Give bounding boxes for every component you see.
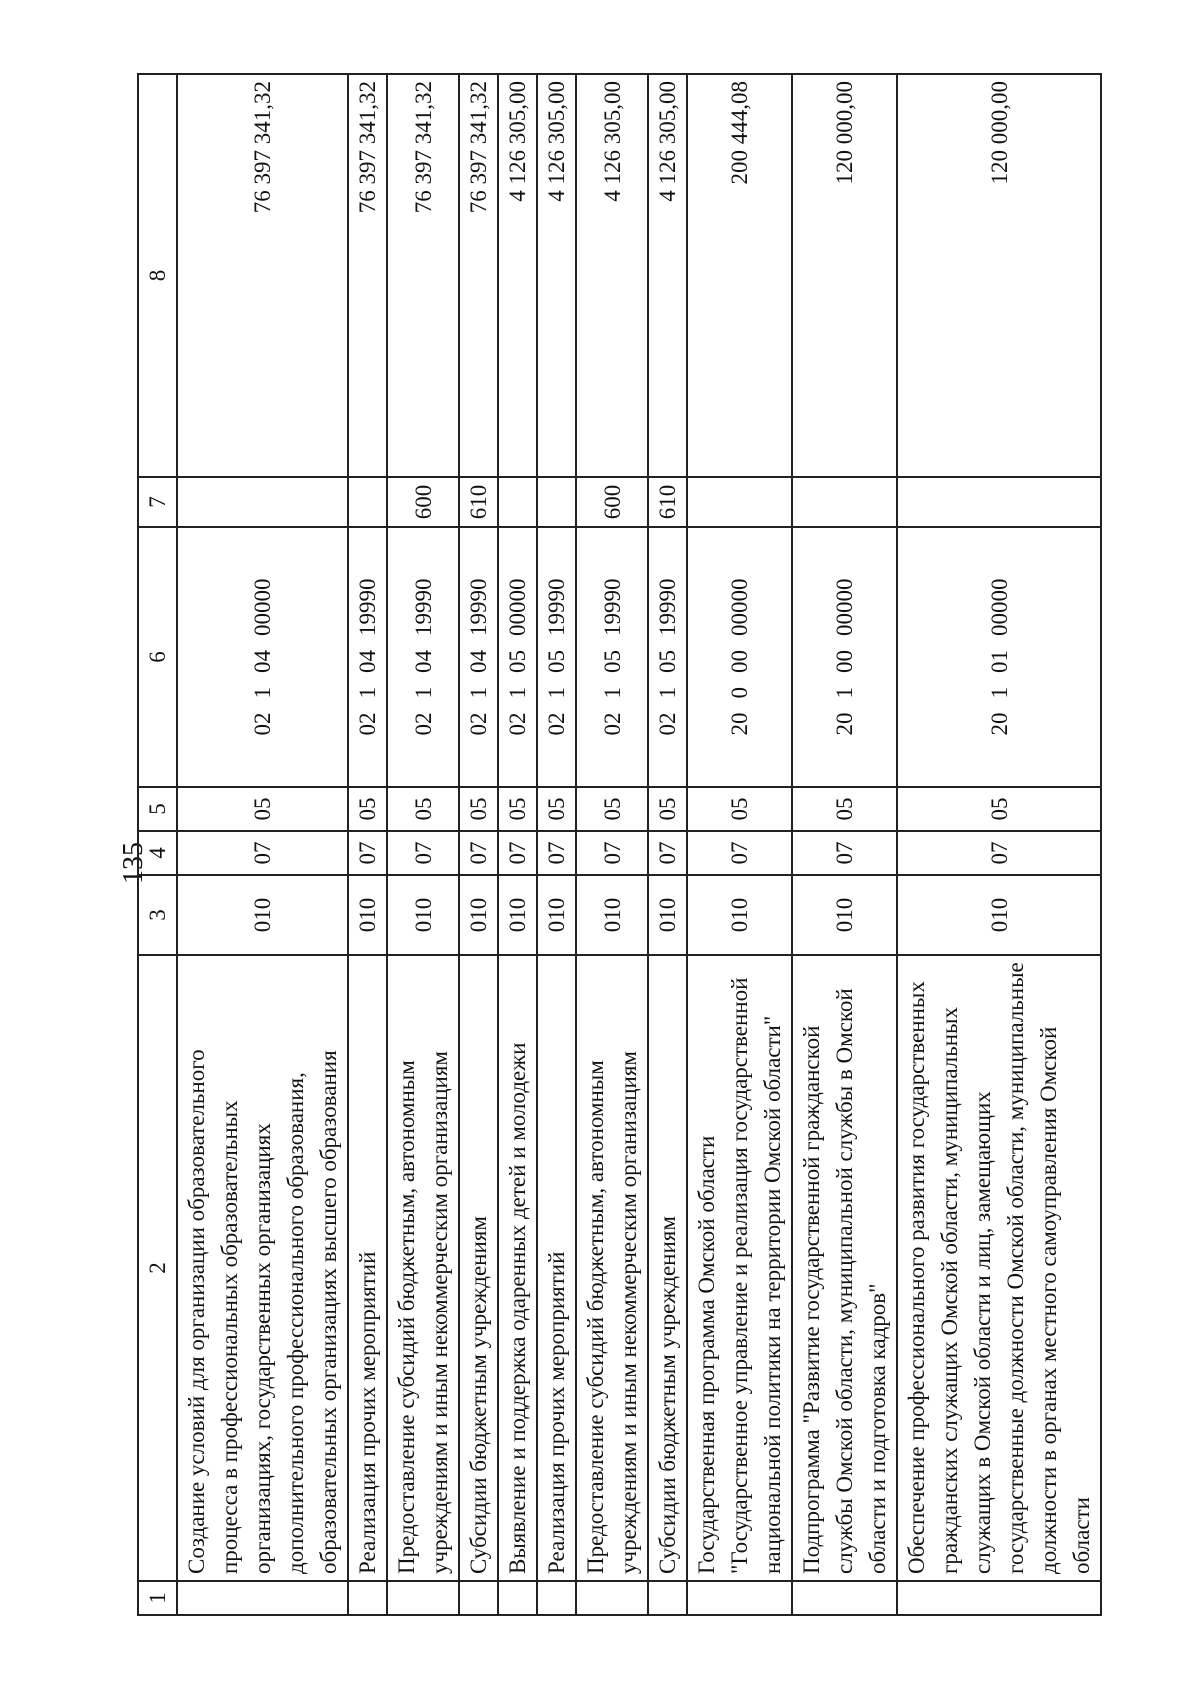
row-code-7 [792,477,897,527]
program-code-part: 04 [250,650,275,673]
row-code-7 [897,477,1101,527]
program-code-part: 00 [832,650,857,673]
row-number-cell [177,1581,348,1615]
row-code-4: 07 [897,831,1101,875]
table-row [792,74,897,1615]
row-description: Создание условий для организации образовательного процесса в профессиональных образовательных организациях, государственных организациях дополнительного профессионального образования, образовательных организациях высшего образования [177,955,348,1581]
row-code-4: 07 [177,831,348,875]
program-code-part: 04 [466,650,491,673]
budget-table [137,73,1102,1616]
header-cell-2: 2 [138,955,177,1581]
row-code-5: 05 [792,787,897,831]
header-cell-3: 3 [138,875,177,955]
row-code-3: 010 [498,875,537,955]
row-code-5: 05 [576,787,648,831]
row-number-cell [348,1581,387,1615]
row-code-7 [687,477,792,527]
row-program-code [459,527,498,787]
row-number-cell [387,1581,459,1615]
row-program-code [498,527,537,787]
row-number-cell [498,1581,537,1615]
program-code-part: 1 [655,687,680,699]
program-code-part: 02 [544,712,569,736]
program-code-part: 00000 [250,578,275,636]
table-row [387,74,459,1615]
row-code-4: 07 [498,831,537,875]
row-code-7 [537,477,576,527]
row-code-5: 05 [459,787,498,831]
row-code-5: 05 [648,787,687,831]
row-number-cell [687,1581,792,1615]
program-code-part: 00000 [505,578,530,636]
row-code-4: 07 [576,831,648,875]
row-amount: 4 126 305,00 [576,74,648,477]
program-code-part: 1 [599,687,625,699]
row-program-code [177,527,348,787]
header-cell-6: 6 [138,527,177,787]
program-code-part: 19990 [544,578,569,636]
row-code-7: 600 [387,477,459,527]
table-row [177,74,348,1615]
row-description: Государственная программа Омской области "Государственное управление и реализация государственной национальной политики на территории Омской области" [687,955,792,1581]
program-code-part: 1 [250,687,275,699]
program-code-part: 05 [599,650,625,673]
header-cell-7: 7 [138,477,177,527]
row-description: Реализация прочих мероприятий [348,955,387,1581]
row-code-4: 07 [387,831,459,875]
row-program-code [687,527,792,787]
row-code-7 [177,477,348,527]
header-cell-8: 8 [138,74,177,477]
program-code-part: 00 [727,650,752,673]
program-code-part: 04 [410,650,436,673]
row-code-7 [348,477,387,527]
program-code-part: 02 [505,712,530,736]
row-program-code [576,527,648,787]
row-code-5: 05 [177,787,348,831]
row-number-cell [537,1581,576,1615]
row-code-4: 07 [459,831,498,875]
program-code-part: 19990 [599,578,625,636]
program-code-part: 20 [832,712,857,736]
program-code-part: 19990 [410,578,436,636]
row-amount: 4 126 305,00 [537,74,576,477]
row-program-code [648,527,687,787]
row-code-4: 07 [348,831,387,875]
row-code-4: 07 [792,831,897,875]
row-amount: 120 000,00 [792,74,897,477]
header-cell-4: 4 [138,831,177,875]
program-code-part: 05 [505,650,530,673]
program-code-part: 1 [410,687,436,699]
page-number: 135 [118,842,149,884]
program-code-part: 02 [410,712,436,736]
row-amount: 76 397 341,32 [387,74,459,477]
program-code-part: 19990 [355,578,380,636]
row-amount: 200 444,08 [687,74,792,477]
row-description: Выявление и поддержка одаренных детей и молодежи [498,955,537,1581]
row-description: Субсидии бюджетным учреждениям [459,955,498,1581]
row-description: Предоставление субсидий бюджетным, автономным учреждениям и иным некоммерческим организациям [387,955,459,1581]
row-description: Реализация прочих мероприятий [537,955,576,1581]
program-code-part: 02 [599,712,625,736]
header-cell-1: 1 [138,1581,177,1615]
table-row [498,74,537,1615]
header-row [138,74,177,1615]
table-row [459,74,498,1615]
program-code-part: 00000 [727,578,752,636]
row-program-code [792,527,897,787]
row-code-3: 010 [576,875,648,955]
table-row [537,74,576,1615]
row-description: Обеспечение профессионального развития государственных гражданских служащих Омской области, муниципальных служащих в Омской области и лиц, замещающих государственные должности Омской области, муниципальные должности в органах местного самоуправления Омской области [897,955,1101,1581]
row-number-cell [576,1581,648,1615]
program-code-part: 1 [544,687,569,699]
program-code-part: 01 [986,650,1012,673]
row-amount: 76 397 341,32 [348,74,387,477]
program-code-part: 00000 [832,578,857,636]
row-code-5: 05 [687,787,792,831]
row-code-3: 010 [177,875,348,955]
row-number-cell [792,1581,897,1615]
program-code-part: 02 [250,712,275,736]
row-number-cell [897,1581,1101,1615]
row-code-7 [498,477,537,527]
row-description: Предоставление субсидий бюджетным, автономным учреждениям и иным некоммерческим организациям [576,955,648,1581]
header-cell-5: 5 [138,787,177,831]
program-code-part: 19990 [655,578,680,636]
program-code-part: 02 [655,712,680,736]
row-program-code [537,527,576,787]
row-code-7: 610 [459,477,498,527]
row-code-3: 010 [648,875,687,955]
row-code-5: 05 [387,787,459,831]
row-number-cell [648,1581,687,1615]
program-code-part: 20 [986,712,1012,736]
program-code-part: 20 [727,712,752,736]
row-code-4: 07 [687,831,792,875]
table-row [576,74,648,1615]
program-code-part: 02 [355,712,380,736]
table-row [897,74,1101,1615]
row-amount: 4 126 305,00 [498,74,537,477]
row-code-5: 05 [348,787,387,831]
table-row [348,74,387,1615]
row-amount: 4 126 305,00 [648,74,687,477]
program-code-part: 1 [355,687,380,699]
program-code-part: 00000 [986,578,1012,636]
row-code-3: 010 [792,875,897,955]
row-code-3: 010 [387,875,459,955]
program-code-part: 1 [986,687,1012,699]
table-row [687,74,792,1615]
program-code-part: 02 [466,712,491,736]
program-code-part: 1 [505,687,530,699]
row-program-code [348,527,387,787]
row-description: Подпрограмма "Развитие государственной гражданской службы Омской области, муниципальной службы в Омской области и подготовка кадров" [792,955,897,1581]
row-code-5: 05 [498,787,537,831]
row-amount: 120 000,00 [897,74,1101,477]
rotated-table-wrapper [137,75,1200,1616]
row-code-7: 610 [648,477,687,527]
row-code-4: 07 [537,831,576,875]
row-number-cell [459,1581,498,1615]
program-code-part: 19990 [466,578,491,636]
program-code-part: 1 [832,687,857,699]
program-code-part: 1 [466,687,491,699]
table-row [648,74,687,1615]
program-code-part: 04 [355,650,380,673]
program-code-part: 0 [727,687,752,699]
row-program-code [387,527,459,787]
row-code-3: 010 [897,875,1101,955]
row-code-3: 010 [537,875,576,955]
row-code-3: 010 [459,875,498,955]
program-code-part: 05 [544,650,569,673]
row-code-5: 05 [537,787,576,831]
program-code-part: 05 [655,650,680,673]
row-amount: 76 397 341,32 [177,74,348,477]
row-description: Субсидии бюджетным учреждениям [648,955,687,1581]
row-code-4: 07 [648,831,687,875]
row-code-5: 05 [897,787,1101,831]
row-code-3: 010 [348,875,387,955]
row-program-code [897,527,1101,787]
row-code-3: 010 [687,875,792,955]
row-amount: 76 397 341,32 [459,74,498,477]
row-code-7: 600 [576,477,648,527]
